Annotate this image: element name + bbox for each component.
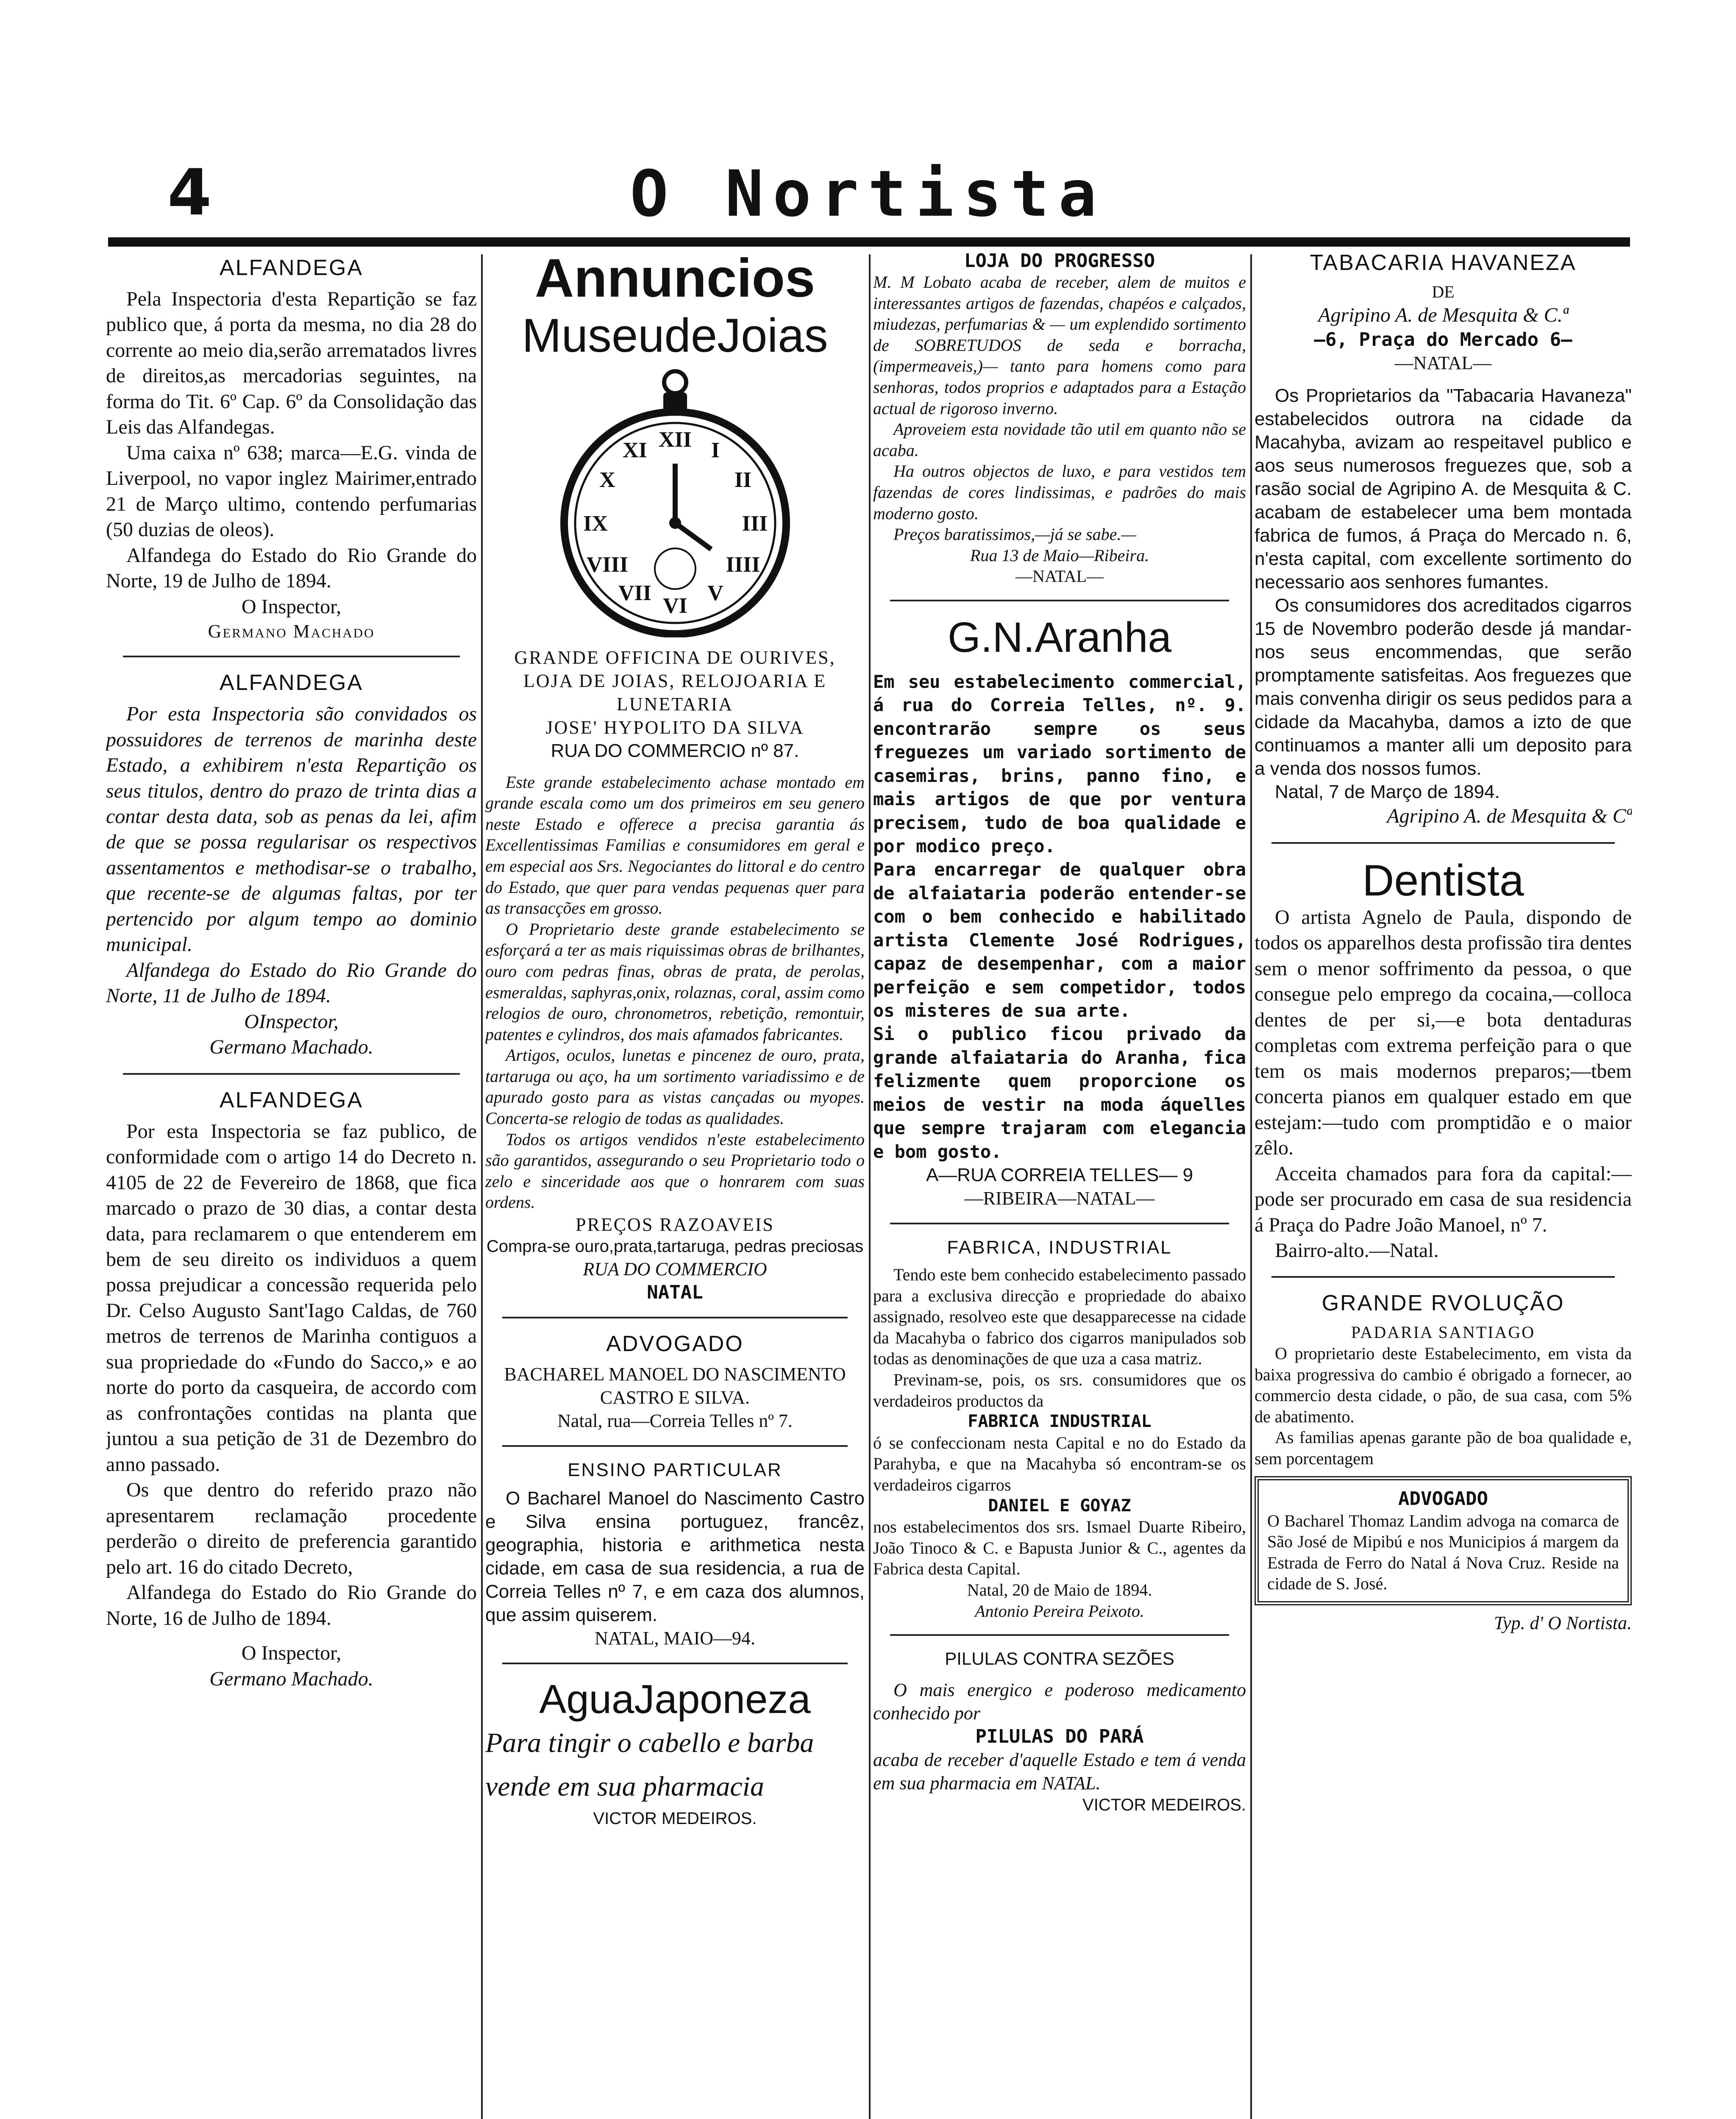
column-3 xyxy=(873,250,1246,2119)
divider xyxy=(123,656,460,657)
column-divider xyxy=(869,254,871,2119)
notice-role: OInspector, xyxy=(244,1010,339,1033)
tabacaria-address: —6, Praça do Mercado 6— xyxy=(1314,329,1572,351)
notice-title: ALFANDEGA xyxy=(219,256,364,280)
museu-paragraph: Todos os artigos vendidos n'este estabelecimento são garantidos, assegurando o seu Proprietario todo o zelo e sinceridade aos que o honrarem com suas ordens. xyxy=(485,1129,865,1212)
notice-body: Por esta Inspectoria se faz publico, de conformidade com o artigo 14 do Decreto n. 4105 de 22 de Fevereiro de 1868, que fica marcado o prazo de 30 dias, a contar desta data, para reclamarem o que entenderem em bem de seu direito os individuos a quem possa prejudicar a concessão requerida pelo Dr. Celso Augusto Sant'Iago Caldas, de 760 metros de terrenos de Marinha contiguos a sua propriedade do «Fundo do Sacco,» e ao norte do porto da casqueira, de accordo com as confrontações contidas na planta que juntou a sua petição de 31 de Dezembro do anno passado. xyxy=(106,1120,477,1476)
tabacaria-city: —NATAL— xyxy=(1394,353,1492,374)
svg-text:IX: IX xyxy=(583,511,608,536)
svg-text:X: X xyxy=(599,467,615,492)
notice-date: Alfandega do Estado do Rio Grande do Norte, 16 de Julho de 1894. xyxy=(106,1581,477,1630)
notice-alfandega-3 xyxy=(106,1087,477,1692)
loja-body: M. M Lobato acaba de receber, alem de muitos e interessantes artigos de fazendas, chapéos e calçados, miudezas, perfumarias & — um explendido sortimento de SOBRETUDOS de seda e borracha, (impermeaveis,)— tanto para homens como para senhoras, todos proprios e adaptados para a Estação actual de rigoroso inverno. xyxy=(873,273,1246,418)
padaria-body: As familias apenas garante pão de boa qualidade e, sem porcentagem xyxy=(1255,1428,1632,1468)
pocket-watch-icon xyxy=(548,366,802,637)
notice-signature: Germano Machado. xyxy=(209,1667,373,1690)
fabrica-paragraph: Previnam-se, pois, os srs. consumidores que os verdadeiros productos da xyxy=(873,1370,1246,1410)
divider xyxy=(502,1317,848,1318)
aranha-paragraph: Si o publico ficou privado da grande alfaiataria do Aranha, fica felizmente quem proporcione os meios de vestir na moda áquelles que sempre trajaram com elegancia e bom gosto. xyxy=(873,1023,1246,1162)
ensino-date: NATAL, MAIO—94. xyxy=(594,1627,755,1649)
divider xyxy=(890,1223,1229,1224)
museu-line: LOJA DE JOIAS, RELOJOARIA E LUNETARIA xyxy=(523,670,827,715)
museu-title: MuseudeJoias xyxy=(522,309,828,362)
dentista-body: O artista Agnelo de Paula, dispondo de todos os apparelhos desta profissão tira dentes sem o menor soffrimento da pessoa, o que consegue pelo emprego da cocaina,—colloca dentes de per si,—e bota dentaduras completas com extrema perfeição para o que tem os mais modernos preparos;—tbem concerta pianos em qualquer estado em que estejam:—tudo com promptidão e o maior zêlo. xyxy=(1255,906,1632,1160)
divider xyxy=(502,1663,848,1664)
museu-prices: PREÇOS RAZOAVEIS xyxy=(576,1214,774,1235)
pilulas-signature: VICTOR MEDEIROS. xyxy=(1082,1796,1246,1815)
notice-role: O Inspector, xyxy=(241,1642,342,1665)
loja-city: —NATAL— xyxy=(1015,567,1104,586)
svg-text:IIII: IIII xyxy=(726,552,760,577)
fabrica-paragraph: ó se confeccionam nesta Capital e no do Estado da Parahyba, e que na Macahyba só encontram-se os verdadeiros cigarros xyxy=(873,1433,1246,1495)
tabacaria-title: TABACARIA HAVANEZA xyxy=(1310,250,1577,275)
svg-text:I: I xyxy=(711,438,720,462)
notice-alfandega-1 xyxy=(106,255,477,643)
notice-alfandega-2 xyxy=(106,670,477,1060)
notice-body: Uma caixa nº 638; marca—E.G. vinda de Liverpool, no vapor inglez Mairimer,entrado 21 de Março ultimo, contendo perfumarias (50 duzias de oleos). xyxy=(106,441,477,541)
fabrica-brand: FABRICA INDUSTRIAL xyxy=(968,1412,1152,1432)
museu-paragraph: Este grande estabelecimento achase montado em grande escala como um dos primeiros em seu genero neste Estado e offerece a precisa garantia ás Excellentissimas Familias e consumidores em geral e em especial aos Srs. Negociantes do littoral e do centro do Estado, que quer para vendas pequenas quer para as transacções em grosso. xyxy=(485,772,865,918)
loja-address: Rua 13 de Maio—Ribeira. xyxy=(970,545,1149,565)
newspaper-title: O Nortista xyxy=(630,157,1106,231)
svg-text:XII: XII xyxy=(658,427,692,452)
aranha-title: G.N.Aranha xyxy=(947,613,1172,661)
aranha-paragraph: Em seu estabelecimento commercial, á rua do Correia Telles, nº. 9. encontrarão sempre os seus freguezes um variado sortimento de casemiras, brins, panno fino, e mais artigos de que por ventura precisem, tudo de boa qualidade e por modico preço. xyxy=(873,671,1246,856)
advogado-name: BACHAREL MANOEL DO NASCIMENTO CASTRO E SILVA. xyxy=(504,1363,846,1408)
ensino-body: O Bacharel Manoel do Nascimento Castro e Silva ensina portuguez, francêz, geographia, historia e arithmetica nesta cidade, em casa de sua residencia, a rua de Correia Telles nº 7, e em caza dos alumnos, que assim quiserem. xyxy=(485,1488,865,1625)
museu-city: NATAL xyxy=(647,1281,703,1303)
agua-signature: VICTOR MEDEIROS. xyxy=(593,1809,757,1828)
ensino-title: ENSINO PARTICULAR xyxy=(568,1459,782,1480)
fabrica-brand: DANIEL E GOYAZ xyxy=(988,1496,1131,1516)
divider xyxy=(502,1445,848,1447)
column-divider xyxy=(481,254,483,2119)
advogado-body: O Bacharel Thomaz Landim advoga na comarca de São José de Mipibú e nos Municipios á margem da Estrada de Ferro do Natal á Nova Cruz. Reside na cidade de S. José. xyxy=(1267,1511,1619,1593)
fabrica-paragraph: Tendo este bem conhecido estabelecimento passado para a exclusiva direcção e propriedade do abaixo assignado, resolveo este que desapparecesse na cidade da Macahyba o fabrico dos cigarros manipulados sob todas as denominações de que uza a casa matriz. xyxy=(873,1265,1246,1368)
pilulas-paragraph: O mais energico e poderoso medicamento conhecido por xyxy=(873,1680,1246,1724)
svg-text:VI: VI xyxy=(662,593,687,618)
svg-text:III: III xyxy=(742,511,768,536)
museu-buy: Compra-se ouro,prata,tartaruga, pedras preciosas xyxy=(486,1237,864,1256)
dentista-body: Acceita chamados para fora da capital:—pode ser procurado em casa de sua residencia á Praça do Padre João Manoel, nº 7. xyxy=(1255,1162,1632,1236)
svg-text:V: V xyxy=(707,581,723,605)
notice-date: Alfandega do Estado do Rio Grande do Norte, 11 de Julho de 1894. xyxy=(106,959,477,1007)
advogado-title: ADVOGADO xyxy=(1398,1488,1488,1510)
column-1 xyxy=(106,250,477,2119)
advogado-address: Natal, rua—Correia Telles nº 7. xyxy=(557,1410,793,1431)
tabacaria-de: DE xyxy=(1432,282,1455,301)
svg-text:XI: XI xyxy=(622,438,647,462)
aranha-paragraph: Para encarregar de qualquer obra de alfaiataria poderão entender-se com o bem conhecido e habilitado artista Clemente José Rodrigues, capaz de desempenhar, com a maior perfeição e sem competidor, todos os misteres de sua arte. xyxy=(873,859,1246,1021)
loja-body: Aproveiem esta novidade tão util em quanto não se acaba. xyxy=(873,420,1246,460)
tabacaria-signature: Agripino A. de Mesquita & Cª xyxy=(1387,805,1632,828)
aranha-address: A—RUA CORREIA TELLES— 9 xyxy=(926,1165,1194,1186)
tabacaria-body: Os Proprietarios da "Tabacaria Havaneza" estabelecidos outrora na cidade da Macahyba, avizam ao respeitavel publico e aos seus numerosos freguezes que, sob a rasão social de Agripino A. de Mesquita & C. acabam de estabelecer uma bem montada fabrica de fumos, á Praça do Mercado n. 6, n'esta capital, com excellente sortimento do necessario aos senhores fumantes. xyxy=(1255,385,1632,593)
divider xyxy=(1271,1276,1615,1278)
svg-text:VIII: VIII xyxy=(586,552,628,577)
fabrica-signature: Antonio Pereira Peixoto. xyxy=(975,1601,1144,1621)
pilulas-brand: PILULAS DO PARÁ xyxy=(975,1726,1144,1748)
pilulas-title: PILULAS CONTRA SEZÕES xyxy=(945,1649,1174,1669)
masthead-rule xyxy=(108,237,1630,247)
padaria-title: GRANDE RVOLUÇÃO xyxy=(1321,1291,1565,1316)
agua-title: AguaJaponeza xyxy=(539,1676,811,1722)
notice-title: ALFANDEGA xyxy=(219,670,364,695)
svg-text:II: II xyxy=(734,467,751,492)
printer-imprint: Typ. d' O Nortista. xyxy=(1494,1613,1632,1634)
svg-text:VII: VII xyxy=(618,581,651,605)
advogado-title: ADVOGADO xyxy=(606,1331,744,1356)
notice-body: Pela Inspectoria d'esta Repartição se faz publico que, á porta da mesma, no dia 28 do corrente ao meio dia,serão arrematados livres de direitos,as mercadorias seguintes, na forma do Tit. 6º Cap. 6º da Consolidação das Leis das Alfandegas. xyxy=(106,288,477,439)
page-number: 4 xyxy=(167,156,212,230)
notice-body: Os que dentro do referido prazo não apresentarem reclamação procedente perderão o direito de preferencia garantido pelo art. 16 do citado Decreto, xyxy=(106,1479,477,1578)
museu-paragraph: O Proprietario deste grande estabelecimento se esforçará a ter as mais riquissimas obras de brilhantes, ouro com pedras finas, obras de prata, de perolas, esmeraldas, saphyras,onix, rolaznas, coral, assim como relogios de ouro, chronometros, rebetição, remontuir, patentes e cylindros, dos mais afamados fabricantes. xyxy=(485,919,865,1044)
museu-address: RUA DO COMMERCIO nº 87. xyxy=(551,740,799,761)
fabrica-paragraph: nos estabelecimentos dos srs. Ismael Duarte Ribeiro, João Tinoco & C. e Bapusta Junior & C., agentes da Fabrica desta Capital. xyxy=(873,1517,1246,1579)
notice-title: ALFANDEGA xyxy=(219,1087,364,1112)
loja-prices: Preços baratissimos,—já se sabe.— xyxy=(893,525,1136,544)
notice-body: Por esta Inspectoria são convidados os possuidores de terrenos de marinha deste Estado, a exhibirem n'esta Repartição os seus titulos, dentro do prazo de trinta dias a contar desta data, sob as penas da lei, afim de que se possa regularisar os respectivos assentamentos e methodisar-se o trabalho, que recente-se de algumas faltas, por ter pertencido por algum tempo ao dominio municipal. xyxy=(106,703,477,956)
tabacaria-date: Natal, 7 de Março de 1894. xyxy=(1275,781,1500,803)
dentista-title: Dentista xyxy=(1362,856,1524,905)
divider xyxy=(123,1073,460,1075)
divider xyxy=(1271,842,1615,844)
notice-role: O Inspector, xyxy=(241,595,342,618)
padaria-body: O proprietario deste Estabelecimento, em vista da baixa progressiva do cambio é obrigado a fornecer, ao commercio desta cidade, o pão, de sua casa, com 5% de abatimento. xyxy=(1255,1344,1632,1426)
notice-signature: Germano Machado. xyxy=(209,1036,373,1059)
padaria-subtitle: PADARIA SANTIAGO xyxy=(1351,1323,1536,1342)
divider xyxy=(890,600,1229,601)
divider xyxy=(890,1634,1229,1636)
section-title: Annuncios xyxy=(534,250,815,309)
fabrica-title: FABRICA, INDUSTRIAL xyxy=(947,1237,1172,1258)
column-4 xyxy=(1255,250,1632,2119)
notice-date: Alfandega do Estado do Rio Grande do Norte, 19 de Julho de 1894. xyxy=(106,544,477,592)
museu-paragraph: Artigos, oculos, lunetas e pincenez de ouro, prata, tartaruga ou aço, ha um sortimento variadissimo e de apurado gosto para as vistas cançadas ou myopes. Concerta-se relogio de todas as qualidades. xyxy=(485,1046,865,1128)
agua-body: Para tingir o cabello e barba vende em sua pharmacia xyxy=(485,1727,814,1802)
museu-street: RUA DO COMMERCIO xyxy=(583,1258,767,1279)
museu-owner: JOSE' HYPOLITO DA SILVA xyxy=(545,717,804,738)
tabacaria-body: Os consumidores dos acreditados cigarros 15 de Novembro poderão desde já mandar-nos seus encommendas, que serão promptamente satisfeitas. Aos freguezes que mais convenha dirigir os seus pedidos para a cidade da Macahyba, damos a izto de que continuamos a manter alli um deposito para a venda dos nossos fumos. xyxy=(1255,595,1632,779)
advogado-box xyxy=(1255,1476,1632,1605)
aranha-city: —RIBEIRA—NATAL— xyxy=(964,1188,1155,1209)
pilulas-paragraph: acaba de receber d'aquelle Estado e tem á venda em sua pharmacia em NATAL. xyxy=(873,1749,1246,1794)
notice-signature: Germano Machado xyxy=(208,621,375,642)
museu-line: GRANDE OFFICINA DE OURIVES, xyxy=(514,647,836,668)
tabacaria-owner: Agripino A. de Mesquita & C.ª xyxy=(1318,303,1568,326)
column-divider xyxy=(1250,254,1252,2119)
column-2 xyxy=(485,250,865,2119)
loja-body: Ha outros objectos de luxo, e para vestidos tem fazendas de cores lindissimas, e padrões do mais moderno gosto. xyxy=(873,462,1246,523)
fabrica-date: Natal, 20 de Maio de 1894. xyxy=(967,1580,1152,1599)
dentista-address: Bairro-alto.—Natal. xyxy=(1275,1239,1439,1262)
loja-title: LOJA DO PROGRESSO xyxy=(964,250,1155,272)
